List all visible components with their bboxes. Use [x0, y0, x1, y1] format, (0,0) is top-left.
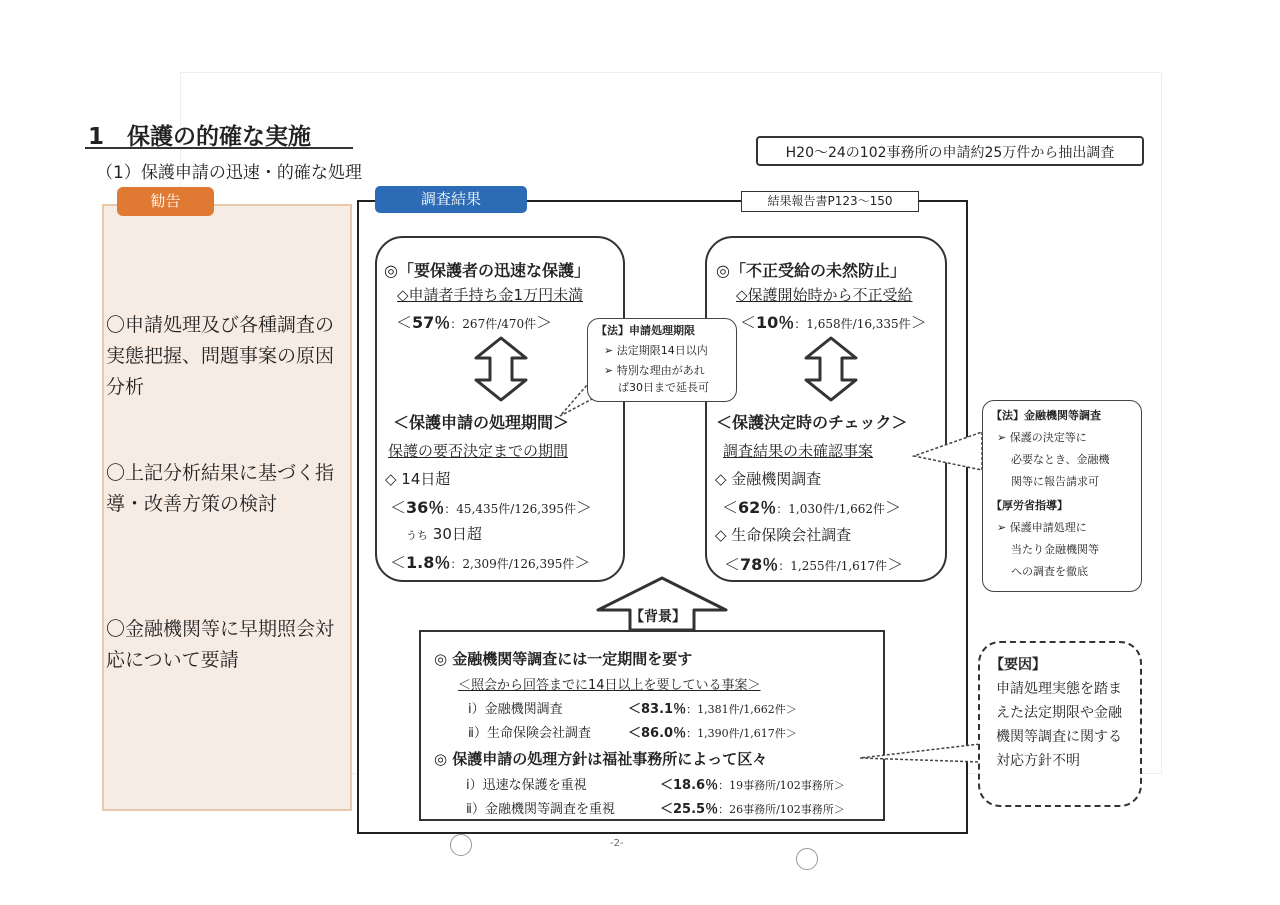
page-number: -2-: [610, 838, 624, 849]
background-item-stat: ＜25.5％：26事務所/102事務所＞: [660, 802, 845, 817]
double-arrow-icon: [470, 336, 532, 402]
background-label: 【背景】: [630, 609, 686, 625]
callout-line: ➢ 特別な理由があれ: [604, 364, 705, 377]
recommendation-label: 勧告: [117, 187, 214, 216]
survey-note-box: H20～24の102事務所の申請約25万件から抽出調査: [756, 136, 1144, 166]
finding-item: ◇ 金融機関調査: [715, 470, 822, 488]
background-point: ◎ 保護申請の処理方針は福祉事務所によって区々: [434, 750, 768, 768]
callout-law-financial-inquiry: [982, 400, 1142, 592]
callout-header: 【厚労省指導】: [991, 499, 1068, 512]
finding-item: ◇ 14日超: [385, 470, 451, 488]
background-note: ＜照会から回答までに14日以上を要している事案＞: [458, 678, 761, 693]
callout-line: ば30日まで延長可: [618, 381, 709, 394]
callout-pointer-icon: [912, 430, 984, 480]
finding-item: うち 30日超: [406, 525, 482, 543]
finding-heading: ＜保護決定時のチェック＞: [716, 413, 908, 432]
finding-stat: ＜10％：1,658件/16,335件＞: [740, 313, 927, 332]
callout-line: 必要なとき、金融機: [1011, 453, 1110, 466]
finding-subtitle: ◇保護開始時から不正受給: [736, 286, 913, 304]
recommendation-item: 〇申請処理及び各種調査の実態把握、問題事案の原因分析: [106, 314, 335, 398]
finding-item: ◇ 生命保険会社調査: [715, 526, 852, 544]
cause-header: 【要因】: [990, 657, 1046, 673]
callout-line: ➢ 法定期限14日以内: [604, 344, 708, 357]
background-point: ◎ 金融機関等調査には一定期間を要す: [434, 650, 693, 668]
callout-law-deadline: [587, 318, 737, 402]
finding-stat: ＜62％：1,030件/1,662件＞: [722, 498, 902, 517]
finding-title: ◎「不正受給の未然防止」: [716, 261, 906, 280]
title-underline: [85, 147, 353, 149]
callout-header: 【法】申請処理期限: [596, 324, 695, 337]
background-item-stat: ＜83.1％：1,381件/1,662件＞: [628, 702, 797, 717]
callout-header: 【法】金融機関等調査: [991, 409, 1101, 422]
finding-stat: ＜1.8％：2,309件/126,395件＞: [390, 553, 591, 572]
finding-stat: ＜78％：1,255件/1,617件＞: [724, 555, 904, 574]
finding-title: ◎「要保護者の迅速な保護」: [384, 261, 590, 280]
finding-subtitle: 保護の要否決定までの期間: [388, 442, 569, 460]
results-label: 調査結果: [375, 186, 527, 213]
finding-subtitle: ◇申請者手持ち金1万円未満: [397, 286, 584, 304]
finding-stat: ＜36％：45,435件/126,395件＞: [390, 498, 592, 517]
callout-line: への調査を徹底: [1011, 565, 1088, 578]
punch-hole: [796, 848, 818, 870]
double-arrow-icon: [800, 336, 862, 402]
callout-line: 当たり金融機関等: [1011, 543, 1099, 556]
background-item: ⅰ）迅速な保護を重視: [466, 778, 587, 793]
punch-hole: [450, 834, 472, 856]
callout-line: ➢ 保護申請処理に: [997, 521, 1087, 534]
background-item: ⅱ）金融機関等調査を重視: [466, 802, 615, 817]
recommendation-item: 〇金融機関等に早期照会対応について要請: [106, 618, 335, 671]
background-item: ⅱ）生命保険会社調査: [468, 726, 591, 741]
page-title: 1 保護の的確な実施: [88, 124, 312, 150]
report-reference: 結果報告書P123～150: [741, 191, 919, 212]
background-item-stat: ＜18.6％：19事務所/102事務所＞: [660, 778, 845, 793]
callout-line: ➢ 保護の決定等に: [997, 431, 1087, 444]
finding-heading: ＜保護申請の処理期間＞: [393, 413, 570, 432]
finding-stat: ＜57％：267件/470件＞: [396, 313, 553, 332]
cause-box: [978, 641, 1142, 807]
background-item: ⅰ）金融機関調査: [468, 702, 563, 717]
cause-text: 申請処理実態を踏まえた法定期限や金融機関等調査に関する対応方針不明: [996, 681, 1122, 769]
cause-pointer-icon: [858, 742, 982, 772]
background-item-stat: ＜86.0％：1,390件/1,617件＞: [628, 726, 797, 741]
finding-subtitle: 調査結果の未確認事案: [723, 442, 874, 460]
recommendation-item: 〇上記分析結果に基づく指導・改善方策の検討: [106, 462, 335, 515]
callout-line: 関等に報告請求可: [1011, 475, 1099, 488]
section-subtitle: （1）保護申請の迅速・的確な処理: [96, 163, 362, 183]
